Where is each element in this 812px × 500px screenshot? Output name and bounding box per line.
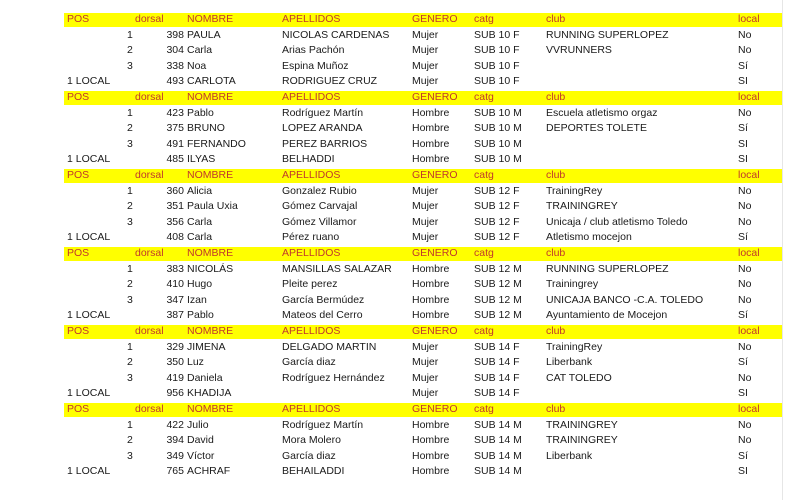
cell-local: SI <box>738 137 748 150</box>
cell-nombre: JIMENA <box>187 340 226 353</box>
cell-rank: 1 <box>127 418 133 431</box>
cell-catg: SUB 10 M <box>474 137 522 150</box>
cell-apellidos: Rodríguez Martín <box>282 418 364 431</box>
cell-club: Atletismo mocejon <box>546 231 632 244</box>
cell-local: No <box>738 106 752 119</box>
cell-catg: SUB 12 F <box>474 215 520 228</box>
result-row <box>0 121 812 137</box>
cell-local: Sí <box>738 122 748 135</box>
category-header-row <box>0 402 812 418</box>
category-header-row <box>0 90 812 106</box>
cell-pos: 1 LOCAL <box>67 309 111 322</box>
cell-pos: 1 LOCAL <box>67 465 111 478</box>
cell-club: TrainingRey <box>546 184 603 197</box>
result-row <box>0 262 812 278</box>
cell-genero: Hombre <box>412 122 450 135</box>
cell-local: No <box>738 215 752 228</box>
header-apellidos: APELLIDOS <box>282 325 341 337</box>
header-club: club <box>546 91 566 103</box>
header-dorsal: dorsal <box>135 247 164 259</box>
result-row <box>0 230 812 246</box>
cell-dorsal: 347 <box>166 293 184 306</box>
header-pos: POS <box>67 403 90 415</box>
cell-pos: 1 LOCAL <box>67 153 111 166</box>
result-row <box>0 43 812 59</box>
cell-dorsal: 410 <box>166 278 184 291</box>
cell-rank: 1 <box>127 28 133 41</box>
cell-catg: SUB 10 F <box>474 44 520 57</box>
cell-club: Liberbank <box>546 356 593 369</box>
cell-genero: Mujer <box>412 28 439 41</box>
cell-apellidos: Rodríguez Hernández <box>282 371 385 384</box>
cell-genero: Hombre <box>412 262 450 275</box>
cell-local: SI <box>738 387 748 400</box>
cell-genero: Mujer <box>412 215 439 228</box>
cell-dorsal: 356 <box>166 215 184 228</box>
header-catg: catg <box>474 403 494 415</box>
cell-dorsal: 387 <box>166 309 184 322</box>
cell-genero: Hombre <box>412 418 450 431</box>
cell-dorsal: 351 <box>166 200 184 213</box>
header-local: local <box>738 325 760 337</box>
cell-nombre: CARLOTA <box>187 75 236 88</box>
result-row <box>0 152 812 168</box>
header-catg: catg <box>474 91 494 103</box>
cell-dorsal: 375 <box>166 122 184 135</box>
cell-apellidos: LOPEZ ARANDA <box>282 122 363 135</box>
result-row <box>0 371 812 387</box>
cell-nombre: Izan <box>187 293 207 306</box>
cell-nombre: Carla <box>187 44 213 57</box>
cell-genero: Hombre <box>412 278 450 291</box>
cell-apellidos: García diaz <box>282 449 336 462</box>
cell-genero: Hombre <box>412 434 450 447</box>
cell-nombre: ACHRAF <box>187 465 231 478</box>
header-catg: catg <box>474 247 494 259</box>
cell-apellidos: Pérez ruano <box>282 231 340 244</box>
cell-nombre: Hugo <box>187 278 213 291</box>
cell-genero: Mujer <box>412 200 439 213</box>
cell-apellidos: Mora Molero <box>282 434 341 447</box>
cell-rank: 2 <box>127 122 133 135</box>
cell-nombre: Carla <box>187 231 213 244</box>
category-header-row <box>0 246 812 262</box>
header-local: local <box>738 169 760 181</box>
cell-club: TRAININGREY <box>546 200 618 213</box>
header-nombre: NOMBRE <box>187 403 234 415</box>
cell-catg: SUB 14 M <box>474 449 522 462</box>
header-dorsal: dorsal <box>135 169 164 181</box>
cell-catg: SUB 14 F <box>474 340 520 353</box>
cell-dorsal: 349 <box>166 449 184 462</box>
cell-nombre: Carla <box>187 215 213 228</box>
result-row <box>0 28 812 44</box>
cell-dorsal: 329 <box>166 340 184 353</box>
cell-catg: SUB 14 M <box>474 465 522 478</box>
cell-dorsal: 398 <box>166 28 184 41</box>
cell-club: TRAININGREY <box>546 418 618 431</box>
cell-rank: 1 <box>127 340 133 353</box>
cell-catg: SUB 12 F <box>474 184 520 197</box>
cell-rank: 2 <box>127 434 133 447</box>
cell-dorsal: 493 <box>166 75 184 88</box>
cell-catg: SUB 10 M <box>474 122 522 135</box>
cell-rank: 2 <box>127 356 133 369</box>
cell-club: RUNNING SUPERLOPEZ <box>546 262 669 275</box>
cell-pos: 1 LOCAL <box>67 231 111 244</box>
cell-local: Sí <box>738 59 748 72</box>
header-apellidos: APELLIDOS <box>282 169 341 181</box>
cell-apellidos: Mateos del Cerro <box>282 309 363 322</box>
cell-nombre: David <box>187 434 214 447</box>
result-row <box>0 106 812 122</box>
cell-apellidos: BEHAILADDI <box>282 465 345 478</box>
cell-nombre: Pablo <box>187 106 214 119</box>
header-local: local <box>738 247 760 259</box>
cell-dorsal: 419 <box>166 371 184 384</box>
cell-genero: Hombre <box>412 293 450 306</box>
cell-rank: 2 <box>127 200 133 213</box>
cell-local: Sí <box>738 356 748 369</box>
cell-club: RUNNING SUPERLOPEZ <box>546 28 669 41</box>
cell-genero: Mujer <box>412 75 439 88</box>
cell-local: SI <box>738 465 748 478</box>
cell-rank: 1 <box>127 262 133 275</box>
cell-dorsal: 765 <box>166 465 184 478</box>
category-header-row <box>0 324 812 340</box>
cell-nombre: Víctor <box>187 449 215 462</box>
cell-nombre: Daniela <box>187 371 223 384</box>
cell-club: TRAININGREY <box>546 434 618 447</box>
cell-genero: Mujer <box>412 59 439 72</box>
cell-local: Sí <box>738 449 748 462</box>
header-club: club <box>546 13 566 25</box>
cell-local: Sí <box>738 231 748 244</box>
result-row <box>0 386 812 402</box>
cell-local: No <box>738 418 752 431</box>
cell-rank: 3 <box>127 449 133 462</box>
cell-dorsal: 485 <box>166 153 184 166</box>
cell-rank: 3 <box>127 293 133 306</box>
cell-local: No <box>738 371 752 384</box>
cell-local: SI <box>738 75 748 88</box>
cell-nombre: PAULA <box>187 28 221 41</box>
cell-rank: 3 <box>127 137 133 150</box>
category-header-row <box>0 168 812 184</box>
header-dorsal: dorsal <box>135 325 164 337</box>
cell-apellidos: Gómez Carvajal <box>282 200 358 213</box>
header-nombre: NOMBRE <box>187 325 234 337</box>
cell-nombre: Julio <box>187 418 209 431</box>
header-genero: GENERO <box>412 247 458 259</box>
cell-genero: Mujer <box>412 356 439 369</box>
cell-dorsal: 383 <box>166 262 184 275</box>
cell-nombre: BRUNO <box>187 122 225 135</box>
header-catg: catg <box>474 169 494 181</box>
cell-apellidos: Gómez Villamor <box>282 215 357 228</box>
cell-nombre: Alicia <box>187 184 213 197</box>
cell-genero: Hombre <box>412 106 450 119</box>
result-row <box>0 308 812 324</box>
cell-club: Ayuntamiento de Mocejon <box>546 309 668 322</box>
header-genero: GENERO <box>412 169 458 181</box>
cell-apellidos: García diaz <box>282 356 336 369</box>
cell-catg: SUB 10 M <box>474 153 522 166</box>
cell-catg: SUB 12 M <box>474 293 522 306</box>
cell-catg: SUB 14 F <box>474 371 520 384</box>
cell-catg: SUB 14 M <box>474 418 522 431</box>
header-genero: GENERO <box>412 325 458 337</box>
cell-local: No <box>738 293 752 306</box>
cell-genero: Mujer <box>412 231 439 244</box>
cell-nombre: ILYAS <box>187 153 216 166</box>
header-apellidos: APELLIDOS <box>282 247 341 259</box>
cell-club: Liberbank <box>546 449 593 462</box>
cell-catg: SUB 14 F <box>474 356 520 369</box>
cell-apellidos: BELHADDI <box>282 153 335 166</box>
header-club: club <box>546 403 566 415</box>
cell-nombre: NICOLÁS <box>187 262 234 275</box>
header-pos: POS <box>67 169 90 181</box>
header-catg: catg <box>474 325 494 337</box>
cell-club: Trainingrey <box>546 278 599 291</box>
result-row <box>0 340 812 356</box>
cell-local: No <box>738 278 752 291</box>
cell-nombre: Noa <box>187 59 207 72</box>
cell-catg: SUB 10 F <box>474 28 520 41</box>
result-row <box>0 277 812 293</box>
category-header-row <box>0 12 812 28</box>
cell-dorsal: 394 <box>166 434 184 447</box>
cell-dorsal: 304 <box>166 44 184 57</box>
header-genero: GENERO <box>412 403 458 415</box>
result-row <box>0 74 812 90</box>
result-row <box>0 449 812 465</box>
cell-dorsal: 956 <box>166 387 184 400</box>
cell-rank: 3 <box>127 371 133 384</box>
cell-rank: 3 <box>127 59 133 72</box>
cell-apellidos: RODRIGUEZ CRUZ <box>282 75 378 88</box>
cell-apellidos: Espina Muñoz <box>282 59 349 72</box>
cell-local: No <box>738 184 752 197</box>
header-local: local <box>738 91 760 103</box>
cell-genero: Hombre <box>412 449 450 462</box>
cell-apellidos: Pleite perez <box>282 278 338 291</box>
cell-catg: SUB 14 M <box>474 434 522 447</box>
cell-apellidos: PEREZ BARRIOS <box>282 137 368 150</box>
cell-local: No <box>738 44 752 57</box>
cell-genero: Hombre <box>412 137 450 150</box>
cell-club: UNICAJA BANCO -C.A. TOLEDO <box>546 293 704 306</box>
header-club: club <box>546 169 566 181</box>
cell-apellidos: Arias Pachón <box>282 44 345 57</box>
result-row <box>0 418 812 434</box>
cell-genero: Mujer <box>412 340 439 353</box>
header-club: club <box>546 247 566 259</box>
cell-club: TrainingRey <box>546 340 603 353</box>
result-row <box>0 355 812 371</box>
cell-apellidos: García Bermúdez <box>282 293 365 306</box>
cell-genero: Mujer <box>412 371 439 384</box>
cell-local: No <box>738 200 752 213</box>
cell-local: No <box>738 262 752 275</box>
header-pos: POS <box>67 325 90 337</box>
cell-catg: SUB 10 F <box>474 75 520 88</box>
header-local: local <box>738 403 760 415</box>
cell-nombre: Pablo <box>187 309 214 322</box>
header-local: local <box>738 13 760 25</box>
cell-dorsal: 350 <box>166 356 184 369</box>
header-nombre: NOMBRE <box>187 169 234 181</box>
header-genero: GENERO <box>412 13 458 25</box>
header-nombre: NOMBRE <box>187 13 234 25</box>
cell-apellidos: Rodríguez Martín <box>282 106 364 119</box>
header-dorsal: dorsal <box>135 403 164 415</box>
cell-club: Unicaja / club atletismo Toledo <box>546 215 688 228</box>
cell-dorsal: 423 <box>166 106 184 119</box>
cell-rank: 1 <box>127 106 133 119</box>
cell-genero: Hombre <box>412 465 450 478</box>
cell-apellidos: Gonzalez Rubio <box>282 184 357 197</box>
cell-catg: SUB 12 M <box>474 262 522 275</box>
cell-genero: Hombre <box>412 309 450 322</box>
cell-apellidos: DELGADO MARTIN <box>282 340 377 353</box>
header-pos: POS <box>67 247 90 259</box>
cell-genero: Hombre <box>412 153 450 166</box>
cell-genero: Mujer <box>412 387 439 400</box>
cell-apellidos: MANSILLAS SALAZAR <box>282 262 392 275</box>
cell-rank: 3 <box>127 215 133 228</box>
result-row <box>0 199 812 215</box>
cell-nombre: FERNANDO <box>187 137 246 150</box>
result-row <box>0 464 812 480</box>
cell-rank: 2 <box>127 278 133 291</box>
cell-dorsal: 338 <box>166 59 184 72</box>
cell-nombre: KHADIJA <box>187 387 232 400</box>
cell-dorsal: 491 <box>166 137 184 150</box>
cell-catg: SUB 10 M <box>474 106 522 119</box>
cell-nombre: Luz <box>187 356 204 369</box>
cell-rank: 2 <box>127 44 133 57</box>
cell-apellidos: NICOLAS CARDENAS <box>282 28 390 41</box>
cell-dorsal: 422 <box>166 418 184 431</box>
cell-nombre: Paula Uxia <box>187 200 238 213</box>
result-row <box>0 433 812 449</box>
header-nombre: NOMBRE <box>187 91 234 103</box>
header-apellidos: APELLIDOS <box>282 91 341 103</box>
cell-catg: SUB 12 F <box>474 231 520 244</box>
header-dorsal: dorsal <box>135 91 164 103</box>
result-row <box>0 137 812 153</box>
header-apellidos: APELLIDOS <box>282 403 341 415</box>
header-pos: POS <box>67 91 90 103</box>
cell-pos: 1 LOCAL <box>67 75 111 88</box>
cell-local: Sí <box>738 309 748 322</box>
cell-local: No <box>738 434 752 447</box>
result-row <box>0 184 812 200</box>
cell-genero: Mujer <box>412 184 439 197</box>
cell-club: CAT TOLEDO <box>546 371 612 384</box>
header-catg: catg <box>474 13 494 25</box>
cell-dorsal: 408 <box>166 231 184 244</box>
header-pos: POS <box>67 13 90 25</box>
cell-local: SI <box>738 153 748 166</box>
cell-catg: SUB 12 F <box>474 200 520 213</box>
header-apellidos: APELLIDOS <box>282 13 341 25</box>
cell-club: DEPORTES TOLETE <box>546 122 647 135</box>
cell-pos: 1 LOCAL <box>67 387 111 400</box>
header-genero: GENERO <box>412 91 458 103</box>
cell-catg: SUB 12 M <box>474 309 522 322</box>
cell-local: No <box>738 340 752 353</box>
cell-club: VVRUNNERS <box>546 44 612 57</box>
cell-dorsal: 360 <box>166 184 184 197</box>
cell-club: Escuela atletismo orgaz <box>546 106 658 119</box>
cell-genero: Mujer <box>412 44 439 57</box>
result-row <box>0 59 812 75</box>
cell-catg: SUB 14 F <box>474 387 520 400</box>
result-row <box>0 215 812 231</box>
cell-catg: SUB 10 F <box>474 59 520 72</box>
cell-catg: SUB 12 M <box>474 278 522 291</box>
cell-rank: 1 <box>127 184 133 197</box>
result-row <box>0 293 812 309</box>
header-dorsal: dorsal <box>135 13 164 25</box>
cell-local: No <box>738 28 752 41</box>
header-nombre: NOMBRE <box>187 247 234 259</box>
header-club: club <box>546 325 566 337</box>
